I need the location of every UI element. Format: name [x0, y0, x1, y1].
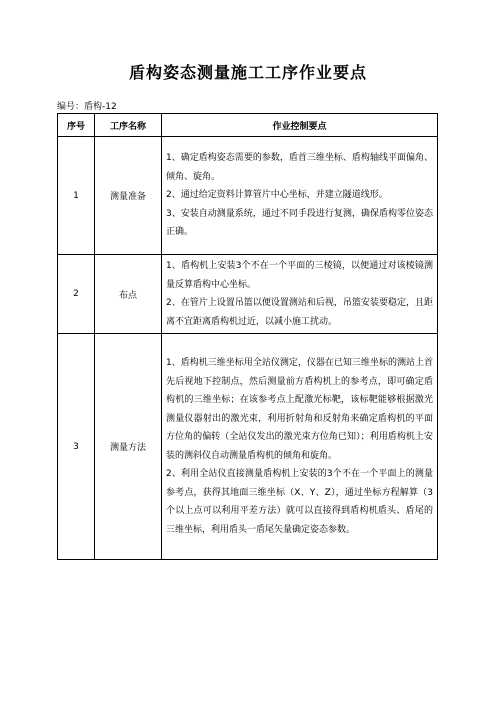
header-process-name: 工序名称 [95, 114, 162, 137]
row-process-name: 布点 [95, 255, 162, 334]
control-point-item: 2、通过给定资料计算管片中心坐标，并建立隧道线形。 [166, 190, 388, 201]
row-process-name: 测量方法 [95, 334, 162, 560]
row-control-points [162, 137, 438, 255]
procedure-table [57, 113, 438, 560]
row-process-name: 测量准备 [95, 137, 162, 255]
row-control-points [162, 334, 438, 560]
row-number: 3 [58, 334, 95, 560]
page-title: 盾构姿态测量施工工序作业要点 [128, 63, 367, 82]
control-point-item: 1、确定盾构姿态需要的参数，盾首三维坐标、盾构轴线平面偏角、倾角、旋角。 [166, 153, 433, 182]
control-point-item: 1、盾构机上安装3个不在一个平面的三棱镜，以便通过对该棱镜测量反算盾构中心坐标。 [166, 261, 433, 290]
control-point-item: 3、安装自动测量系统，通过不同手段进行复测，确保盾构零位姿态正确。 [166, 208, 433, 238]
table-header-row [58, 114, 438, 137]
header-control-points: 作业控制要点 [162, 114, 438, 137]
row-control-points [162, 255, 438, 334]
row-number: 2 [58, 255, 95, 334]
header-number: 序号 [58, 114, 95, 137]
document-code: 编号：盾构-12 [57, 102, 117, 112]
table-row [58, 255, 438, 334]
control-point-item: 1、盾构机三维坐标用全站仪测定，仪器在已知三维坐标的测站上首先后视地下控制点，然后测量前方盾构机上的参考点，即可确定盾构机的三维坐标；在该参考点上配激光标靶，该标靶能够根据激光测量仪器射出的激光束，利用折射角和反射角来确定盾构机的平面方位角的偏转（全站仪发出的激光束方位角已知）；利用盾构机上安装的测斜仪自动测量盾构机的倾角和旋角。 [166, 358, 433, 461]
row-number: 1 [58, 137, 95, 255]
table-row [58, 137, 438, 255]
control-point-item: 2、利用全站仪直接测量盾构机上安装的3个不在一个平面上的测量参考点，获得其地面三维坐标（X、Y、Z），通过坐标方程解算（3个以上点可以利用平差方法）就可以直接得到盾构机盾头、盾尾的三维坐标，利用盾头一盾尾矢量确定姿态参数。 [166, 469, 433, 535]
control-point-item: 2、在管片上设置吊篮以便设置测站和后视，吊篮安装要稳定，且距离不宜距离盾构机过近，以减小施工扰动。 [166, 298, 433, 327]
table-row [58, 334, 438, 560]
